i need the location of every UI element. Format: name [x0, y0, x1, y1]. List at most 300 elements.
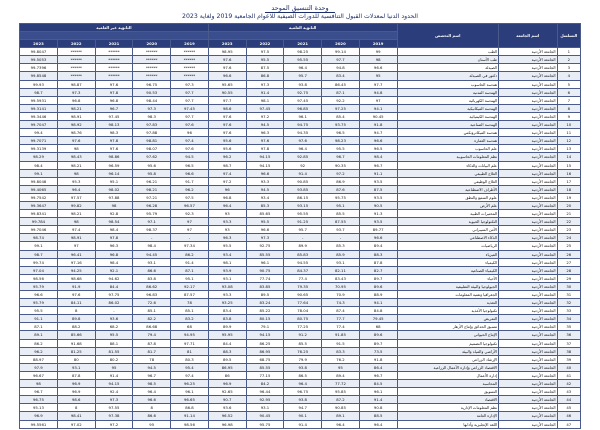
- cell-nonsci-2022: 98.91: [57, 112, 95, 120]
- cell-nonsci-2022: 97.57: [57, 193, 95, 201]
- cell-sci-2021: 77.4: [284, 274, 322, 282]
- cell-specialty: الجيولوجيا والبيئة التطبيقية: [397, 282, 499, 290]
- cell-sci-2019: 91.1: [359, 169, 397, 177]
- cell-sci-2019: 97: [359, 96, 397, 104]
- cell-sci-2023: 93.1: [208, 274, 246, 282]
- cell-sci-2019: 87.5: [359, 185, 397, 193]
- cell-nonsci-2019: 96.65: [171, 396, 209, 404]
- table-row: [20, 258, 581, 266]
- table-row: [20, 299, 581, 307]
- cell-specialty: الذكاء الاصطناعي: [397, 234, 499, 242]
- cell-sci-2023: 96.9: [208, 380, 246, 388]
- cell-nonsci-2021: 97.45: [95, 112, 133, 120]
- cell-seq: 47: [557, 420, 580, 428]
- cell-sci-2022: 91.4: [246, 88, 284, 96]
- cell-nonsci-2020: 86.6: [133, 266, 171, 274]
- cell-sci-2023: 90.7: [208, 396, 246, 404]
- table-row: [20, 388, 581, 396]
- cell-sci-2019: 96.6: [359, 234, 397, 242]
- cell-sci-2021: 89.9: [284, 242, 322, 250]
- cell-specialty: الأطراف الاصطناعية: [397, 185, 499, 193]
- cell-nonsci-2022: 81.25: [57, 347, 95, 355]
- cell-nonsci-2022: ******: [57, 72, 95, 80]
- cell-sci-2020: 77.4: [322, 323, 360, 331]
- cell-university: الجامعة الأردنية: [499, 88, 558, 96]
- table-row: [20, 404, 581, 412]
- cell-sci-2021: 93.85: [284, 185, 322, 193]
- cell-university: الجامعة الأردنية: [499, 258, 558, 266]
- document-subtitle: الحدود الدنيا لمعدلات القبول التنافسية للدورات الصيفية للاعوام الجامعية 2019 ولغاية 2023: [182, 13, 418, 20]
- cell-nonsci-2021: 92.4: [95, 388, 133, 396]
- cell-nonsci-2022: 98.6: [57, 396, 95, 404]
- cell-specialty: الفيزياء: [397, 250, 499, 258]
- cell-nonsci-2023: 99.1: [20, 169, 58, 177]
- cell-nonsci-2019: 96.57: [171, 201, 209, 209]
- table-row: [20, 129, 581, 137]
- cell-sci-2019: 93.5: [359, 193, 397, 201]
- cell-nonsci-2019: 95.1: [171, 274, 209, 282]
- cell-sci-2021: 91.25: [284, 218, 322, 226]
- cell-nonsci-2021: 97.8: [95, 234, 133, 242]
- cell-nonsci-2020: 86.62: [133, 282, 171, 290]
- cell-sci-2021: 94.75: [284, 121, 322, 129]
- table-row: [20, 96, 581, 104]
- cell-sci-2023: 95.6: [208, 137, 246, 145]
- cell-sci-2020: 83.3: [322, 347, 360, 355]
- cell-nonsci-2023: 97.9: [20, 363, 58, 371]
- table-row: [20, 315, 581, 323]
- cell-nonsci-2022: ******: [57, 48, 95, 56]
- cell-nonsci-2023: 86.2: [20, 339, 58, 347]
- cell-nonsci-2022: 98: [57, 218, 95, 226]
- cell-sci-2022: 94.5: [246, 185, 284, 193]
- cell-sci-2023: 95.5: [208, 242, 246, 250]
- cell-sci-2020: 91.5: [322, 339, 360, 347]
- cell-nonsci-2021: 86.02: [95, 299, 133, 307]
- cell-nonsci-2019: 91.4: [171, 258, 209, 266]
- cell-university: الجامعة الأردنية: [499, 48, 558, 56]
- cell-sci-2020: 92.2: [322, 96, 360, 104]
- cell-nonsci-2021: 98.4: [95, 226, 133, 234]
- cell-nonsci-2019: 91.14: [171, 412, 209, 420]
- cell-sci-2019: 88.5: [359, 412, 397, 420]
- cell-sci-2021: 86.15: [284, 193, 322, 201]
- cell-nonsci-2022: 96.9: [57, 380, 95, 388]
- cell-sci-2021: 79.35: [284, 282, 322, 290]
- cell-nonsci-2022: 88.2: [57, 323, 95, 331]
- cell-sci-2020: 96.7: [322, 153, 360, 161]
- cell-sci-2023: 93.25: [208, 299, 246, 307]
- cell-nonsci-2023: 98: [20, 380, 58, 388]
- cell-sci-2019: 96.6: [359, 137, 397, 145]
- cell-nonsci-2021: ******: [95, 72, 133, 80]
- cell-sci-2023: 84.4: [208, 339, 246, 347]
- cell-nonsci-2023: 87.1: [20, 323, 58, 331]
- cell-sci-2023: 97.6: [208, 56, 246, 64]
- cell-sci-2022: 95.5: [246, 56, 284, 64]
- cell-specialty: الهندسة الصناعية: [397, 121, 499, 129]
- cell-sci-2022: 87.5: [246, 64, 284, 72]
- cell-nonsci-2022: 98.21: [57, 210, 95, 218]
- cell-sci-2021: 96.1: [284, 112, 322, 120]
- cell-seq: 2: [557, 56, 580, 64]
- cell-university: الجامعة الأردنية: [499, 412, 558, 420]
- cell-sci-2019: 97.7: [359, 80, 397, 88]
- table-row: [20, 371, 581, 379]
- cell-university: الجامعة الأردنية: [499, 218, 558, 226]
- cell-nonsci-2020: 97.3: [133, 104, 171, 112]
- cell-specialty: الهندسة الميكانيكية: [397, 104, 499, 112]
- cell-sci-2021: 85.83: [284, 250, 322, 258]
- cell-sci-2022: 96.3: [246, 129, 284, 137]
- cell-nonsci-2021: 96.8: [95, 96, 133, 104]
- table-row: [20, 226, 581, 234]
- cell-sci-2023: 98.6: [208, 104, 246, 112]
- cell-sci-2022: 85.55: [246, 250, 284, 258]
- table-row: [20, 347, 581, 355]
- cell-university: الجامعة الأردنية: [499, 363, 558, 371]
- cell-sci-2022: 86.95: [246, 347, 284, 355]
- cell-nonsci-2021: 96.3: [95, 242, 133, 250]
- cell-sci-2019: 96.7: [359, 161, 397, 169]
- cell-seq: 15: [557, 161, 580, 169]
- cell-nonsci-2021: 98.54: [95, 218, 133, 226]
- cell-sci-2020: 95.85: [322, 388, 360, 396]
- cell-nonsci-2019: 97.7: [171, 88, 209, 96]
- cell-sci-2022: 97.3: [246, 234, 284, 242]
- table-row: [20, 153, 581, 161]
- cell-sci-2019: 88.9: [359, 291, 397, 299]
- cell-nonsci-2023: 95.79: [20, 299, 58, 307]
- cell-university: الجامعة الأردنية: [499, 404, 558, 412]
- cell-specialty: الطب: [397, 48, 499, 56]
- cell-sci-2020: 86.9: [322, 177, 360, 185]
- cell-nonsci-2021: 94.15: [95, 380, 133, 388]
- cell-sci-2019: 98: [359, 56, 397, 64]
- cell-sci-2021: 77.25: [284, 323, 322, 331]
- cell-specialty: المحاسبة: [397, 380, 499, 388]
- cell-nonsci-2022: 98.21: [57, 161, 95, 169]
- cell-university: الجامعة الأردنية: [499, 226, 558, 234]
- cell-sci-2019: 89.4: [359, 242, 397, 250]
- cell-sci-2023: 95.6: [208, 145, 246, 153]
- cell-nonsci-2020: ******: [133, 48, 171, 56]
- cell-nonsci-2020: 95.8: [133, 169, 171, 177]
- cell-nonsci-2021: 98.4: [95, 258, 133, 266]
- cell-sci-2022: 68.75: [246, 355, 284, 363]
- cell-nonsci-2020: 98.07: [133, 145, 171, 153]
- cell-sci-2021: 93.8: [284, 396, 322, 404]
- cell-nonsci-2022: 98: [57, 169, 95, 177]
- cell-sci-2023: 89.5: [208, 355, 246, 363]
- cell-specialty: علم البيانات والذكاء: [397, 161, 499, 169]
- admission-table: [19, 23, 581, 429]
- cell-sci-2023: 96.2: [208, 153, 246, 161]
- cell-specialty: المختبرات الطبية: [397, 210, 499, 218]
- cell-sci-2019: 96.5: [359, 145, 397, 153]
- cell-sci-2020: 95.5: [322, 145, 360, 153]
- cell-nonsci-2023: 99.3446: [20, 112, 58, 120]
- table-row: [20, 323, 581, 331]
- table-row: [20, 137, 581, 145]
- cell-seq: 43: [557, 388, 580, 396]
- cell-sci-2021: 92.75: [284, 88, 322, 96]
- cell-specialty: هندسة العمارة: [397, 137, 499, 145]
- cell-nonsci-2022: 8: [57, 404, 95, 412]
- cell-sci-2023: 97.6: [208, 121, 246, 129]
- cell-nonsci-2021: 97.6: [95, 80, 133, 88]
- cell-nonsci-2020: 98.3: [133, 112, 171, 120]
- table-row: [20, 56, 581, 64]
- cell-sci-2023: 97.6: [208, 112, 246, 120]
- cell-sci-2019: 91.8: [359, 355, 397, 363]
- cell-specialty: الإنتاج الحيواني: [397, 331, 499, 339]
- cell-specialty: دكتور في الصيدلة: [397, 72, 499, 80]
- cell-sci-2023: 93.3: [208, 291, 246, 299]
- cell-sci-2022: 96.44: [246, 388, 284, 396]
- cell-sci-2019: 82.7: [359, 266, 397, 274]
- cell-nonsci-2020: 96.83: [133, 291, 171, 299]
- cell-specialty: الجغرافيا وتقنية المعلومات: [397, 291, 499, 299]
- cell-sci-2021: 95.55: [284, 210, 322, 218]
- cell-nonsci-2019: 96.25: [171, 380, 209, 388]
- cell-nonsci-2021: 81.55: [95, 347, 133, 355]
- cell-sci-2019: 93.5: [359, 218, 397, 226]
- cell-nonsci-2020: 98.81: [133, 137, 171, 145]
- cell-sci-2020: 95: [322, 363, 360, 371]
- cell-specialty: نظم المعلومات الحاسوبية: [397, 153, 499, 161]
- cell-nonsci-2020: 83.8: [133, 274, 171, 282]
- cell-sci-2021: 93.8: [284, 80, 322, 88]
- cell-seq: 13: [557, 145, 580, 153]
- cell-nonsci-2023: 96.9: [20, 412, 58, 420]
- cell-sci-2022: 97.6: [246, 137, 284, 145]
- cell-sci-2019: 90.5: [359, 201, 397, 209]
- cell-nonsci-2023: 95.5: [20, 307, 58, 315]
- cell-university: الجامعة الأردنية: [499, 234, 558, 242]
- cell-sci-2019: 96.4: [359, 420, 397, 428]
- cell-nonsci-2019: 97.7: [171, 112, 209, 120]
- cell-nonsci-2021: 97.55: [95, 404, 133, 412]
- cell-nonsci-2022: 98.92: [57, 121, 95, 129]
- cell-sci-2023: 95.65: [208, 80, 246, 88]
- cell-sci-2023: 93: [208, 226, 246, 234]
- cell-specialty: الهندسة الكهربائية: [397, 96, 499, 104]
- cell-sci-2021: 90.65: [284, 291, 322, 299]
- cell-sci-2022: 96.6: [246, 226, 284, 234]
- cell-nonsci-2019: 97.71: [171, 339, 209, 347]
- cell-nonsci-2021: 93.6: [95, 315, 133, 323]
- cell-nonsci-2019: 94.5: [171, 153, 209, 161]
- cell-seq: 35: [557, 323, 580, 331]
- cell-nonsci-2023: 99.7047: [20, 121, 58, 129]
- cell-sci-2022: 97.5: [246, 48, 284, 56]
- cell-university: الجامعة الأردنية: [499, 274, 558, 282]
- cell-nonsci-2023: 98.74: [20, 234, 58, 242]
- cell-sci-2021: 96.4: [284, 380, 322, 388]
- cell-nonsci-2022: 95.3: [57, 177, 95, 185]
- cell-nonsci-2020: ******: [133, 72, 171, 80]
- cell-sci-2023: 93.4: [208, 250, 246, 258]
- cell-nonsci-2019: 97.6: [171, 121, 209, 129]
- cell-seq: 5: [557, 80, 580, 88]
- cell-specialty: تنسيق الحدائق وإنتاج الأزهار: [397, 323, 499, 331]
- cell-sci-2020: 87.55: [322, 218, 360, 226]
- cell-nonsci-2023: 96.75: [20, 396, 58, 404]
- cell-nonsci-2023: 95.13: [20, 404, 58, 412]
- cell-sci-2019: 89.77: [359, 226, 397, 234]
- cell-nonsci-2023: 91.1: [20, 315, 58, 323]
- cell-sci-2022: 77.15: [246, 371, 284, 379]
- cell-sci-2022: 93.3: [246, 177, 284, 185]
- cell-sci-2021: 77.64: [284, 299, 322, 307]
- cell-seq: 8: [557, 104, 580, 112]
- cell-seq: 41: [557, 371, 580, 379]
- cell-nonsci-2021: 68.2: [95, 323, 133, 331]
- cell-sci-2019: 96.1: [359, 388, 397, 396]
- cell-sci-2020: 99.14: [322, 48, 360, 56]
- cell-sci-2022: 93.1: [246, 404, 284, 412]
- cell-seq: 27: [557, 258, 580, 266]
- table-row: [20, 396, 581, 404]
- cell-nonsci-2020: 98.21: [133, 185, 171, 193]
- cell-sci-2019: 88.3: [359, 250, 397, 258]
- cell-sci-2020: 76.2: [322, 355, 360, 363]
- cell-sci-2019: 94.1: [359, 299, 397, 307]
- table-row: [20, 282, 581, 290]
- cell-sci-2020: 90.85: [322, 404, 360, 412]
- cell-specialty: الرياضيات: [397, 242, 499, 250]
- cell-nonsci-2022: 91.9: [57, 282, 95, 290]
- cell-nonsci-2019: ******: [171, 56, 209, 64]
- cell-nonsci-2019: 92.17: [171, 282, 209, 290]
- cell-university: الجامعة الأردنية: [499, 299, 558, 307]
- cell-nonsci-2020: ******: [133, 64, 171, 72]
- cell-nonsci-2023: 99.5053: [20, 56, 58, 64]
- cell-nonsci-2020: 96.7: [133, 371, 171, 379]
- cell-sci-2023: 97.6: [208, 129, 246, 137]
- cell-sci-2019: 86.4: [359, 363, 397, 371]
- cell-nonsci-2022: 98.68: [57, 274, 95, 282]
- cell-nonsci-2020: 94.5: [133, 363, 171, 371]
- cell-sci-2022: 92.75: [246, 242, 284, 250]
- cell-specialty: الاقتصاد الزراعي وإدارة الأعمال الزراعية: [397, 363, 499, 371]
- cell-nonsci-2022: 98.91: [57, 234, 95, 242]
- cell-university: الجامعة الأردنية: [499, 307, 558, 315]
- document-title: [0, 4, 600, 13]
- cell-sci-2021: 94.55: [284, 258, 322, 266]
- cell-sci-2023: 93.08: [208, 282, 246, 290]
- cell-sci-2020: 82.11: [322, 266, 360, 274]
- table-row: [20, 331, 581, 339]
- cell-sci-2023: 93: [208, 210, 246, 218]
- cell-sci-2021: 96.4: [284, 64, 322, 72]
- table-row: [20, 201, 581, 209]
- cell-nonsci-2022: 98.87: [57, 80, 95, 88]
- cell-nonsci-2019: 96.6: [171, 169, 209, 177]
- year-nonsci-2022: 2022: [57, 40, 95, 48]
- cell-seq: 12: [557, 137, 580, 145]
- cell-specialty: التسويق: [397, 388, 499, 396]
- cell-sci-2021: 94.35: [284, 129, 322, 137]
- cell-sci-2021: 86.5: [284, 371, 322, 379]
- cell-nonsci-2020: 97.83: [133, 121, 171, 129]
- cell-sci-2020: 93.1: [322, 258, 360, 266]
- cell-sci-2022: 77.74: [246, 274, 284, 282]
- col-seq: التسلسل: [557, 24, 580, 48]
- cell-seq: 21: [557, 210, 580, 218]
- cell-specialty: التغذية: [397, 299, 499, 307]
- cell-nonsci-2023: 88.97: [20, 355, 58, 363]
- cell-sci-2023: 98.95: [208, 48, 246, 56]
- cell-university: الجامعة الأردنية: [499, 153, 558, 161]
- cell-sci-2019: 89.7: [359, 339, 397, 347]
- group-sci-blank: [208, 32, 397, 40]
- cell-seq: 39: [557, 355, 580, 363]
- cell-nonsci-2021: 97.8: [95, 137, 133, 145]
- cell-nonsci-2019: 87.1: [171, 266, 209, 274]
- cell-nonsci-2021: ******: [95, 56, 133, 64]
- cell-sci-2022: 94.15: [246, 331, 284, 339]
- cell-nonsci-2019: 81: [171, 347, 209, 355]
- cell-seq: 3: [557, 64, 580, 72]
- cell-sci-2021: 90.85: [284, 177, 322, 185]
- cell-university: الجامعة الأردنية: [499, 145, 558, 153]
- cell-nonsci-2019: 98.56: [171, 420, 209, 428]
- cell-sci-2019: 99: [359, 48, 397, 56]
- cell-sci-2023: 96.52: [208, 412, 246, 420]
- table-row: [20, 72, 581, 80]
- cell-nonsci-2019: 97: [171, 218, 209, 226]
- cell-nonsci-2023: 99.7046: [20, 226, 58, 234]
- cell-sci-2021: 92: [284, 161, 322, 169]
- cell-nonsci-2023: 98.7: [20, 250, 58, 258]
- cell-university: الجامعة الأردنية: [499, 72, 558, 80]
- table-row: [20, 193, 581, 201]
- cell-nonsci-2023: 99.1: [20, 242, 58, 250]
- cell-seq: 11: [557, 129, 580, 137]
- cell-nonsci-2022: 97.4: [57, 226, 95, 234]
- cell-sci-2019: 89.6: [359, 282, 397, 290]
- cell-university: الجامعة الأردنية: [499, 323, 558, 331]
- year-nonsci-2019: 2019: [171, 40, 209, 48]
- cell-nonsci-2023: 99.8548: [20, 72, 58, 80]
- table-row: [20, 112, 581, 120]
- cell-sci-2022: 85.22: [246, 307, 284, 315]
- cell-seq: 38: [557, 347, 580, 355]
- cell-sci-2020: 93.7: [322, 226, 360, 234]
- cell-seq: 25: [557, 242, 580, 250]
- cell-nonsci-2020: 82.2: [133, 315, 171, 323]
- cell-sci-2022: 79.1: [246, 323, 284, 331]
- cell-sci-2020: 94.8: [322, 64, 360, 72]
- cell-nonsci-2021: 95.1: [95, 177, 133, 185]
- cell-specialty: الهندسة المدنية: [397, 88, 499, 96]
- cell-nonsci-2020: 97.62: [133, 153, 171, 161]
- cell-nonsci-2021: 96.8: [95, 250, 133, 258]
- cell-seq: 42: [557, 380, 580, 388]
- cell-university: الجامعة الأردنية: [499, 282, 558, 290]
- cell-sci-2021: 78.04: [284, 307, 322, 315]
- cell-nonsci-2021: 96.14: [95, 169, 133, 177]
- cell-sci-2020: 93.75: [322, 121, 360, 129]
- cell-sci-2022: 95.5: [246, 218, 284, 226]
- cell-sci-2022: 83.24: [246, 299, 284, 307]
- cell-nonsci-2023: 99.784: [20, 218, 58, 226]
- cell-sci-2020: 91.85: [322, 331, 360, 339]
- cell-sci-2022: 89.5: [246, 291, 284, 299]
- cell-sci-2022: 85.65: [246, 210, 284, 218]
